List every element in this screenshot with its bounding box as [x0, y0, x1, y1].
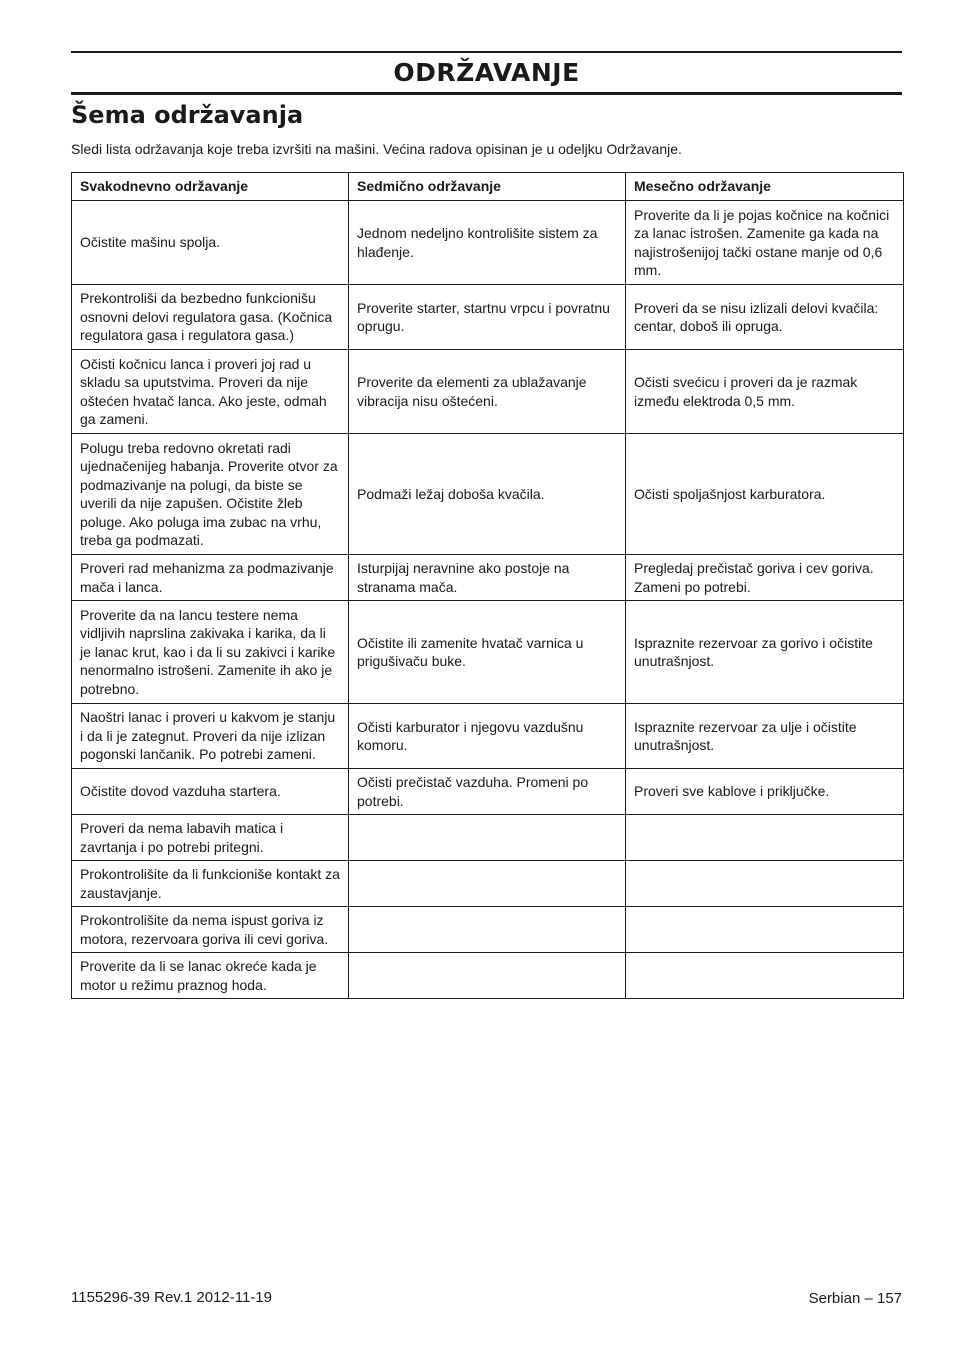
table-row	[72, 201, 904, 285]
weekly-cell: Proverite starter, startnu vrpcu i povratnu oprugu.	[349, 285, 626, 350]
daily-cell: Proverite da li se lanac okreće kada je motor u režimu praznog hoda.	[72, 953, 349, 999]
header-monthly: Mesečno održavanje	[626, 173, 904, 201]
table-row	[72, 285, 904, 350]
monthly-cell	[626, 861, 904, 907]
daily-cell: Očistite mašinu spolja.	[72, 201, 349, 285]
daily-cell: Polugu treba redovno okretati radi ujednačenijeg habanja. Proverite otvor za podmazivanje na polugi, da biste se uverili da nije zapušen. Očistite žleb poluge. Ako poluga ima zubac na vrhu, treba ga podmazati.	[72, 434, 349, 555]
section-title: ODRŽAVANJE	[393, 58, 580, 87]
table-row	[72, 769, 904, 815]
daily-cell: Očisti kočnicu lanca i proveri joj rad u skladu sa uputstvima. Proveri da nije oštećen hvatač lanca. Ako jeste, odmah ga zameni.	[72, 350, 349, 434]
table-header-row	[72, 173, 904, 201]
title-top-rule	[71, 51, 902, 53]
table-row	[72, 434, 904, 555]
maintenance-schedule-table	[71, 172, 904, 999]
weekly-cell	[349, 907, 626, 953]
monthly-cell: Proverite da li je pojas kočnice na kočnici za lanac istrošen. Zamenite ga kada na najistrošenijoj tački ostane manje od 0,6 mm.	[626, 201, 904, 285]
weekly-cell	[349, 815, 626, 861]
monthly-cell: Ispraznite rezervoar za ulje i očistite unutrašnjost.	[626, 704, 904, 769]
weekly-cell: Očisti prečistač vazduha. Promeni po potrebi.	[349, 769, 626, 815]
monthly-cell	[626, 815, 904, 861]
daily-cell: Naoštri lanac i proveri u kakvom je stanju i da li je zategnut. Proveri da nije izlizan pogonski lančanik. Po potrebi zameni.	[72, 704, 349, 769]
daily-cell: Prokontrolišite da nema ispust goriva iz motora, rezervoara goriva ili cevi goriva.	[72, 907, 349, 953]
daily-cell: Proveri da nema labavih matica i zavrtanja i po potrebi pritegni.	[72, 815, 349, 861]
monthly-cell: Očisti svećicu i proveri da je razmak između elektroda 0,5 mm.	[626, 350, 904, 434]
weekly-cell: Jednom nedeljno kontrolišite sistem za hlađenje.	[349, 201, 626, 285]
monthly-cell: Očisti spoljašnjost karburatora.	[626, 434, 904, 555]
table-row	[72, 704, 904, 769]
document-id: 1155296-39 Rev.1 2012-11-19	[71, 1289, 272, 1306]
daily-cell: Prekontroliši da bezbedno funkcionišu osnovni delovi regulatora gasa. (Kočnica regulatora gasa i regulatora gasa.)	[72, 285, 349, 350]
table-row	[72, 861, 904, 907]
table-row	[72, 953, 904, 999]
monthly-cell: Ispraznite rezervoar za gorivo i očistite unutrašnjost.	[626, 601, 904, 704]
table-row	[72, 815, 904, 861]
weekly-cell: Proverite da elementi za ublažavanje vibracija nisu oštećeni.	[349, 350, 626, 434]
weekly-cell: Očisti karburator i njegovu vazdušnu komoru.	[349, 704, 626, 769]
monthly-cell	[626, 953, 904, 999]
page-number: Serbian – 157	[808, 1290, 902, 1307]
page-heading: Šema održavanja	[71, 101, 304, 129]
table-row	[72, 350, 904, 434]
weekly-cell: Očistite ili zamenite hvatač varnica u prigušivaču buke.	[349, 601, 626, 704]
weekly-cell: Isturpijaj neravnine ako postoje na stranama mača.	[349, 555, 626, 601]
table-row	[72, 907, 904, 953]
intro-paragraph: Sledi lista održavanja koje treba izvršiti na mašini. Većina radova opisinan je u odeljku Održavanje.	[71, 141, 682, 157]
monthly-cell: Proveri sve kablove i priključke.	[626, 769, 904, 815]
monthly-cell	[626, 907, 904, 953]
daily-cell: Prokontrolišite da li funkcioniše kontakt za zaustavjanje.	[72, 861, 349, 907]
weekly-cell: Podmaži ležaj doboša kvačila.	[349, 434, 626, 555]
title-bottom-rule	[71, 92, 902, 95]
daily-cell: Očistite dovod vazduha startera.	[72, 769, 349, 815]
table-row	[72, 555, 904, 601]
header-weekly: Sedmično održavanje	[349, 173, 626, 201]
weekly-cell	[349, 861, 626, 907]
monthly-cell: Proveri da se nisu izlizali delovi kvačila: centar, doboš ili opruga.	[626, 285, 904, 350]
daily-cell: Proverite da na lancu testere nema vidljivih naprslina zakivaka i karika, da li je lanac krut, kao i da li su zakivci i karike nenormalno istrošeni. Zamenite ih ako je potrebno.	[72, 601, 349, 704]
header-daily: Svakodnevno održavanje	[72, 173, 349, 201]
weekly-cell	[349, 953, 626, 999]
daily-cell: Proveri rad mehanizma za podmazivanje mača i lanca.	[72, 555, 349, 601]
monthly-cell: Pregledaj prečistač goriva i cev goriva. Zameni po potrebi.	[626, 555, 904, 601]
table-row	[72, 601, 904, 704]
